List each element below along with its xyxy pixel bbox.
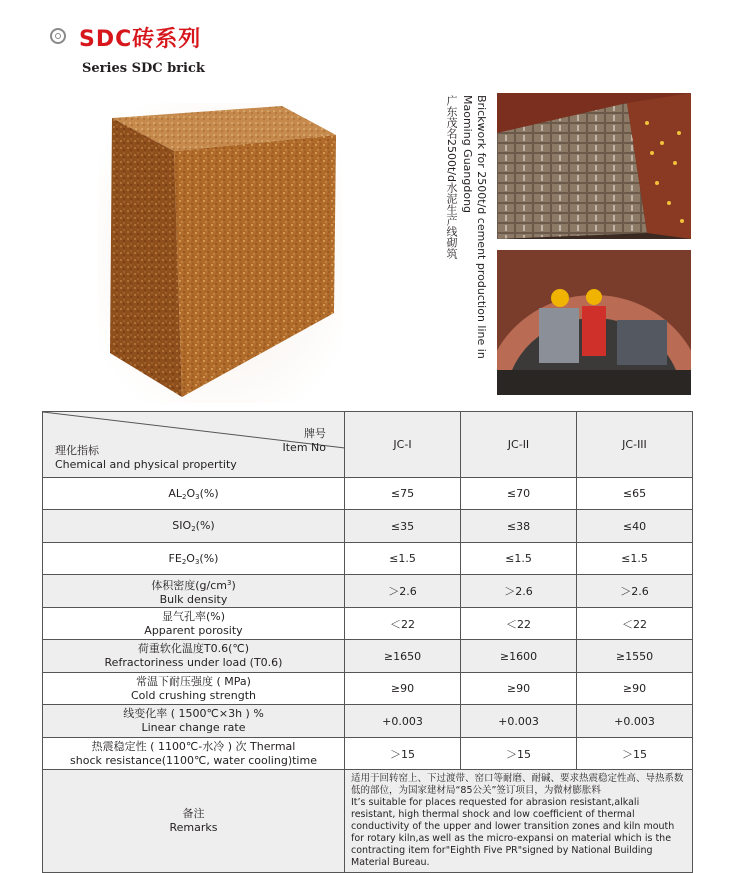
header-prop-cn: 理化指标 bbox=[55, 444, 99, 457]
label-en: Linear change rate bbox=[141, 721, 246, 734]
table-row bbox=[43, 705, 693, 738]
label-part: O bbox=[186, 486, 196, 500]
header-item-en: Item No bbox=[282, 441, 326, 454]
remarks-label-cn: 备注 bbox=[182, 807, 205, 820]
table-cell: ＞15 bbox=[345, 738, 461, 770]
label-cn-end: ) bbox=[231, 578, 236, 592]
remarks-text-en: It’s suitable for places requested for abrasion resistant,alkali resistant, high thermal shock and low coefficient of thermal conductivity of the upper and lower transition zones and kiln mouth for rotary kiln,as well as the micro-expansi on material which is the contracting item for"Eighth Five PR"signed by National Building Material Bureau. bbox=[351, 797, 675, 868]
label-en: Bulk density bbox=[159, 592, 228, 606]
label-part: (%) bbox=[199, 486, 219, 500]
row-label bbox=[43, 478, 345, 510]
page-subtitle: Series SDC brick bbox=[82, 61, 205, 76]
table-cell: ≥90 bbox=[345, 673, 461, 705]
row-label bbox=[43, 575, 345, 608]
table-cell: ≥90 bbox=[577, 673, 693, 705]
table-header-row bbox=[43, 412, 693, 478]
row-label bbox=[43, 510, 345, 543]
table-cell: ＞15 bbox=[461, 738, 577, 770]
label-part: SIO bbox=[172, 519, 192, 532]
table-cell: ＞2.6 bbox=[577, 575, 693, 608]
table-cell: ≤65 bbox=[577, 478, 693, 510]
label-cn: 荷重软化温度T0.6(℃) bbox=[137, 642, 250, 655]
row-label bbox=[43, 608, 345, 640]
table-cell: ≥1600 bbox=[461, 640, 577, 673]
label-part: O bbox=[186, 551, 195, 565]
table-row bbox=[43, 640, 693, 673]
label-en: Cold crushing strength bbox=[130, 688, 257, 702]
table-cell: ＜22 bbox=[461, 608, 577, 640]
page-title: SDC砖系列 bbox=[79, 27, 202, 52]
spec-table bbox=[42, 411, 693, 873]
label-en: Apparent porosity bbox=[144, 623, 243, 637]
label-part: (%) bbox=[199, 551, 219, 565]
table-cell: ≤1.5 bbox=[461, 543, 577, 575]
row-label bbox=[43, 640, 345, 673]
label-sub: 2 bbox=[191, 525, 196, 533]
table-row bbox=[43, 575, 693, 608]
table-cell: ≤38 bbox=[461, 510, 577, 543]
table-cell: +0.003 bbox=[345, 705, 461, 738]
table-row bbox=[43, 478, 693, 510]
row-label bbox=[43, 673, 345, 705]
table-row bbox=[43, 510, 693, 543]
table-cell: ≤1.5 bbox=[577, 543, 693, 575]
table-cell: ≤35 bbox=[345, 510, 461, 543]
table-cell: ≥1550 bbox=[577, 640, 693, 673]
table-cell: +0.003 bbox=[577, 705, 693, 738]
kiln-installation-photo bbox=[497, 250, 691, 395]
label-cn: 显气孔率(%) bbox=[161, 609, 226, 623]
label-cn: 常温下耐压强度 ( MPa) bbox=[136, 674, 251, 688]
photo-caption-cn: 广东茂名2500t/d水泥生产线砌筑 bbox=[445, 95, 458, 259]
title-bullet-icon bbox=[50, 28, 66, 44]
photo-caption-en-line2: Maoming Guangdong bbox=[461, 95, 474, 214]
remarks-text bbox=[345, 770, 693, 873]
photo-caption-en-line1: Brickwork for 2500t/d cement production line in bbox=[475, 95, 488, 359]
label-en: shock resistance(1100℃, water cooling)time bbox=[70, 753, 317, 767]
label-en: Refractoriness under load (T0.6) bbox=[104, 656, 283, 669]
table-cell: ≤70 bbox=[461, 478, 577, 510]
header-item-label bbox=[283, 427, 327, 455]
label-part: AL bbox=[168, 486, 182, 500]
remarks-label bbox=[43, 770, 345, 873]
remarks-label-en: Remarks bbox=[169, 821, 218, 834]
table-cell: ＞15 bbox=[577, 738, 693, 770]
label-cn: 线变化率 ( 1500℃×3h ) % bbox=[123, 707, 264, 720]
table-cell: ＜22 bbox=[577, 608, 693, 640]
label-sub: 2 bbox=[181, 557, 187, 566]
label-part: (%) bbox=[195, 519, 215, 532]
table-row bbox=[43, 673, 693, 705]
table-cell: ≥1650 bbox=[345, 640, 461, 673]
label-sub: 3 bbox=[194, 557, 200, 566]
table-cell: ＞2.6 bbox=[345, 575, 461, 608]
header-item-cn: 牌号 bbox=[304, 427, 326, 440]
header-property-label bbox=[55, 444, 237, 472]
label-sub: 3 bbox=[195, 492, 200, 501]
row-label bbox=[43, 738, 345, 770]
brick-photo bbox=[98, 103, 342, 403]
table-cell: ≤1.5 bbox=[345, 543, 461, 575]
table-cell: ≥90 bbox=[461, 673, 577, 705]
table-cell: +0.003 bbox=[461, 705, 577, 738]
remarks-text-cn: 适用于回转窑上、下过渡带、窑口等耐磨、耐碱、要求热震稳定性高、导热系数低的部位，为国家建材局“85公关”签订项目，为微材膨胀料 bbox=[351, 773, 684, 796]
header-diagonal-cell bbox=[43, 412, 345, 478]
header-prop-en: Chemical and physical propertity bbox=[55, 458, 237, 471]
table-row bbox=[43, 738, 693, 770]
remarks-row bbox=[43, 770, 693, 873]
label-cn: 体积密度(g/cm bbox=[151, 578, 227, 592]
table-cell: ＞2.6 bbox=[461, 575, 577, 608]
row-label bbox=[43, 543, 345, 575]
label-sub: 2 bbox=[182, 492, 187, 501]
label-sup: 3 bbox=[226, 578, 232, 587]
table-row bbox=[43, 608, 693, 640]
table-cell: ≤40 bbox=[577, 510, 693, 543]
table-row bbox=[43, 543, 693, 575]
row-label bbox=[43, 705, 345, 738]
grade-header: JC-II bbox=[461, 412, 577, 478]
label-part: FE bbox=[168, 551, 182, 565]
grade-header: JC-I bbox=[345, 412, 461, 478]
label-cn: 热震稳定性 ( 1100℃-水冷 ) 次 Thermal bbox=[91, 739, 296, 753]
brickwork-photo bbox=[497, 93, 691, 239]
table-cell: ＜22 bbox=[345, 608, 461, 640]
grade-header: JC-III bbox=[577, 412, 693, 478]
table-cell: ≤75 bbox=[345, 478, 461, 510]
